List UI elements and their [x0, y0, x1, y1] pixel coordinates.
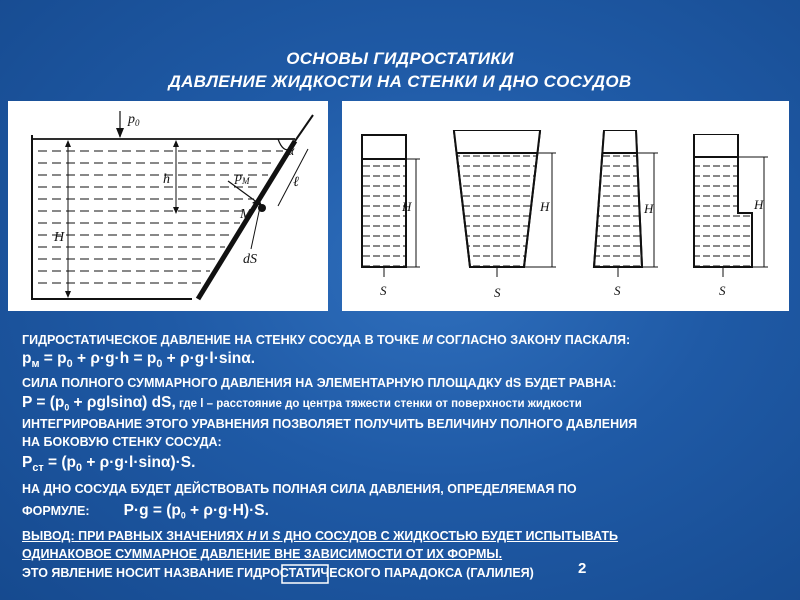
vessel3-H-label: H [644, 201, 654, 216]
formula-bottom: ФОРМУЛЕ: $P\cdot g = (p_0 + \rho\cdot g\cdot H)\cdot S$. [22, 502, 269, 521]
slide-subtitle: ДАВЛЕНИЕ ЖИДКОСТИ НА СТЕНКИ И ДНО СОСУДОВ [168, 72, 632, 91]
vessel3-S-label: S [614, 283, 621, 298]
text-line-pascal: ГИДРОСТАТИЧЕСКОЕ ДАВЛЕНИЕ НА СТЕНКУ СОСУДА В ТОЧКЕ М СОГЛАСНО ЗАКОНУ ПАСКАЛЯ: [22, 333, 631, 347]
text-line-side-wall: НА БОКОВУЮ СТЕНКУ СОСУДА: [22, 435, 222, 449]
page-number: 2 [578, 560, 587, 577]
inclined-wall-diagram [8, 101, 328, 311]
label-dS: dS [243, 252, 257, 267]
slide-title: ОСНОВЫ ГИДРОСТАТИКИ [286, 49, 514, 68]
vessel4-H-label: H [754, 197, 764, 212]
footer-placeholder-box [281, 564, 329, 584]
label-H: H [54, 230, 65, 245]
label-alpha: α [287, 144, 295, 159]
vessel1-S-label: S [380, 283, 387, 298]
vessels-diagram [342, 101, 789, 311]
label-h: h [163, 172, 170, 187]
vessel1-H-label: H [402, 199, 412, 214]
vessel4-S-label: S [719, 283, 726, 298]
label-m: M [240, 207, 252, 222]
figure-inclined-wall [8, 101, 328, 311]
label-p0: $p_0$ [128, 112, 140, 128]
text-line-force: СИЛА ПОЛНОГО СУММАРНОГО ДАВЛЕНИЯ НА ЭЛЕМЕНТАРНУЮ ПЛОЩАДКУ dS БУДЕТ РАВНА: [22, 376, 617, 390]
text-line-paradox: ЭТО ЯВЛЕНИЕ НОСИТ НАЗВАНИЕ ГИДРОСТАТИЧЕСКОГО ПАРАДОКСА (ГАЛИЛЕЯ) [22, 566, 534, 580]
formula-dP: $P = (p_0 + \rho glsin\alpha)$ dS, где l – расстояние до центра тяжести стенки от поверхности жидкости [22, 394, 582, 413]
text-line-conclusion: ВЫВОД: ПРИ РАВНЫХ ЗНАЧЕНИЯХ H И S ДНО СОСУДОВ С ЖИДКОСТЬЮ БУДЕТ ИСПЫТЫВАТЬ [22, 529, 619, 543]
label-pm: $p_M$ [235, 170, 250, 186]
figure-vessels [342, 101, 789, 311]
text-line-integration: ИНТЕГРИРОВАНИЕ ЭТОГО УРАВНЕНИЯ ПОЗВОЛЯЕТ ПОЛУЧИТЬ ВЕЛИЧИНУ ПОЛНОГО ДАВЛЕНИЯ [22, 417, 638, 431]
label-l: ℓ [293, 175, 299, 190]
text-line-conclusion-2: ОДИНАКОВОЕ СУММАРНОЕ ДАВЛЕНИЕ ВНЕ ЗАВИСИМОСТИ ОТ ИХ ФОРМЫ. [22, 547, 503, 561]
formula-pm: $p_м = p_0 + \rho\cdot g\cdot h = p_0 + \rho\cdot g\cdot l\cdot\sin\alpha$. [22, 350, 256, 371]
vessel2-S-label: S [494, 285, 501, 300]
text-line-bottom: НА ДНО СОСУДА БУДЕТ ДЕЙСТВОВАТЬ ПОЛНАЯ СИЛА ДАВЛЕНИЯ, ОПРЕДЕЛЯЕМАЯ ПО [22, 482, 577, 496]
formula-pct: $P_{ст} = (p_0 + \rho\cdot g\cdot l\cdot\sin\alpha)\cdot S$. [22, 454, 196, 475]
vessel2-H-label: H [540, 199, 550, 214]
